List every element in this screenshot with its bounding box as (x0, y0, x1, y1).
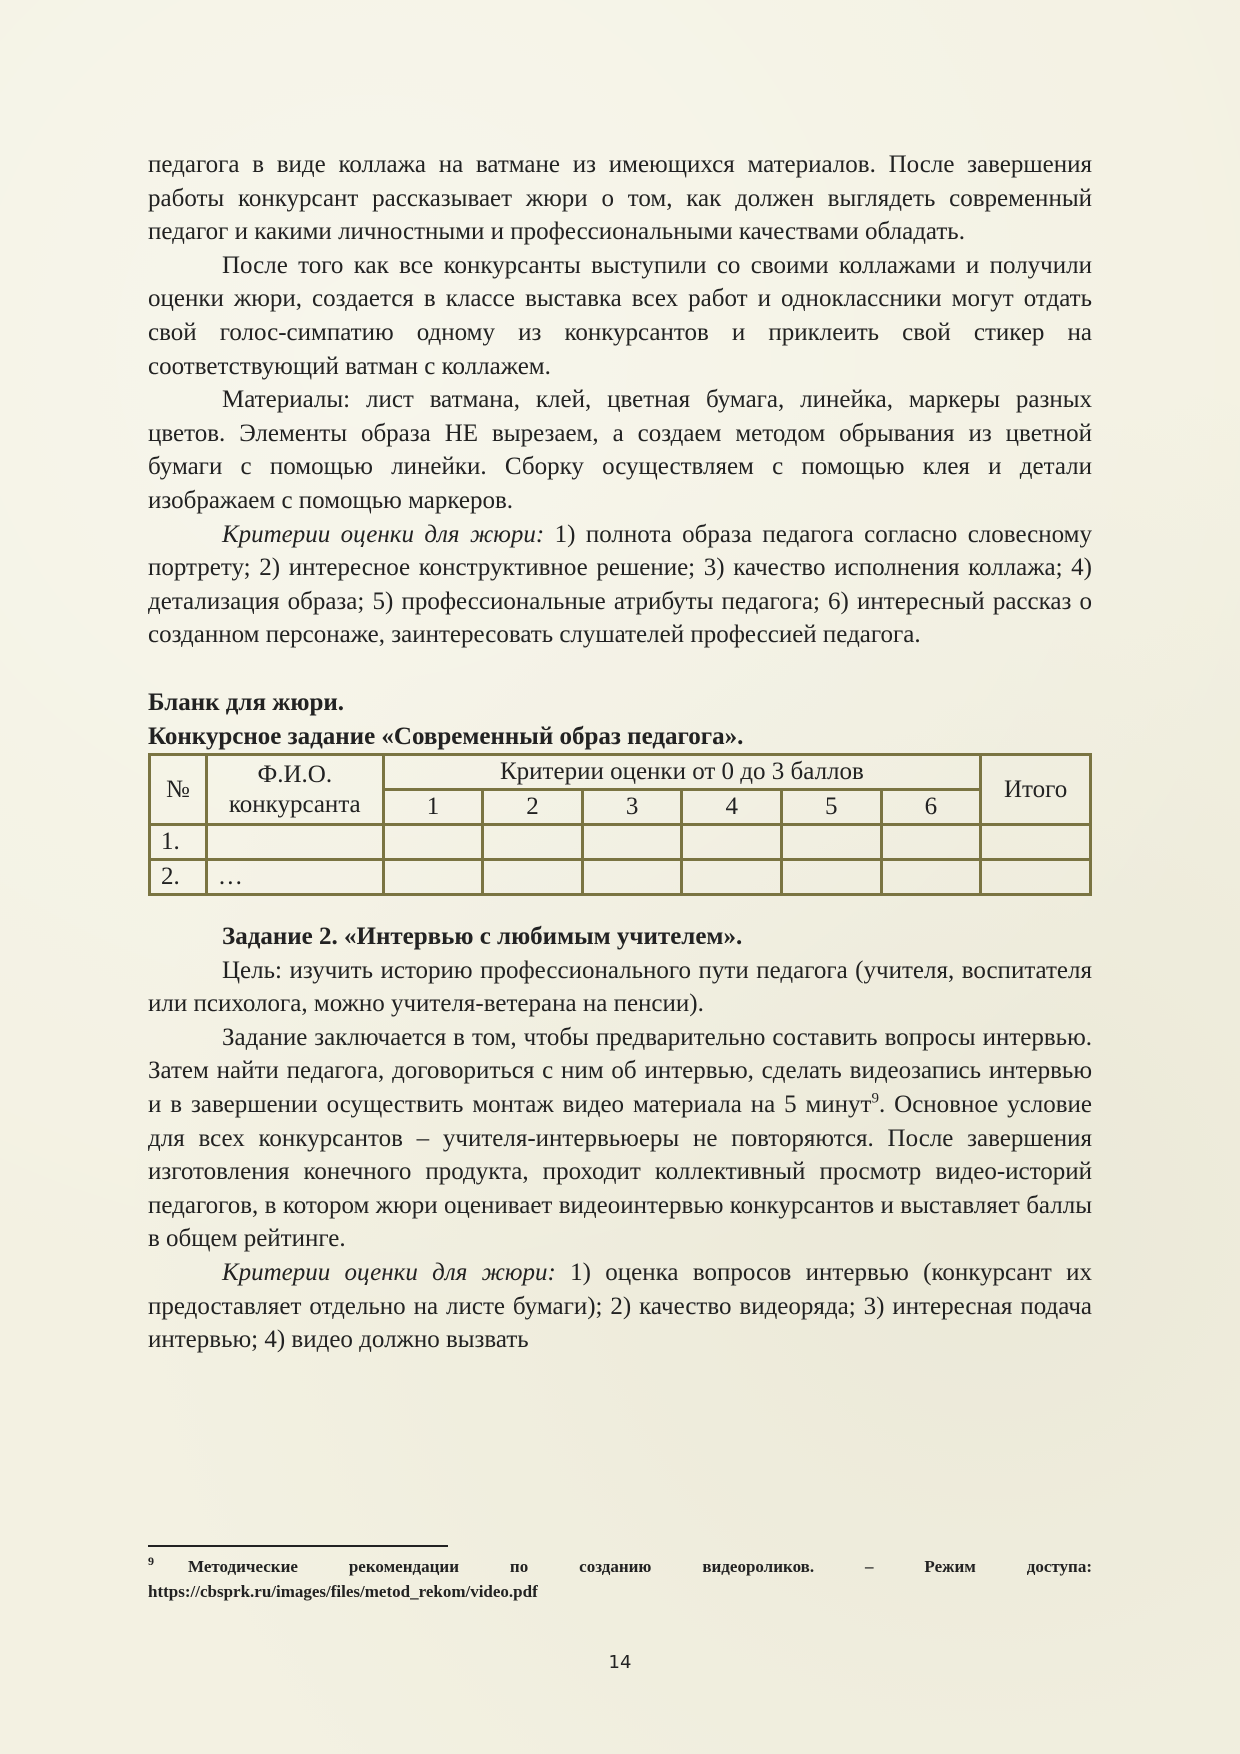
footnote-mark: 9 (148, 1554, 154, 1569)
task2-criteria-label: Критерии оценки для жюри: (222, 1259, 556, 1287)
criterion-number: 4 (682, 790, 782, 825)
row-name: … (206, 860, 383, 895)
table-row (150, 825, 1091, 860)
criterion-number: 1 (383, 790, 483, 825)
score-cell (383, 860, 483, 895)
footnote-url[interactable]: https://cbsprk.ru/images/files/metod_rekom/video.pdf (148, 1582, 538, 1601)
criterion-number: 3 (582, 790, 682, 825)
row-num: 2. (150, 860, 207, 895)
form-title: Бланк для жюри. (148, 688, 345, 716)
paragraph-2: После того как все конкурсанты выступили со своими коллажами и получили оценки жюри, создается в классе выставка всех работ и одноклассники могут отдать свой голос-симпатию одному из конкурсантов и приклеить свой стикер на соответствующий ватман с коллажем. (148, 251, 1092, 380)
score-cell (383, 825, 483, 860)
score-cell (483, 825, 583, 860)
score-cell (881, 825, 981, 860)
criterion-number: 5 (782, 790, 882, 825)
jury-table (148, 753, 1092, 896)
criterion-number: 6 (881, 790, 981, 825)
task2-criteria (148, 1256, 1092, 1357)
paragraph-1: педагога в виде коллажа на ватмане из имеющихся материалов. После завершения работы конкурсант рассказывает жюри о том, как должен выглядеть современный педагог и какими личностными и профессиональными качествами обладать. (148, 151, 1092, 246)
header-num: № (150, 755, 207, 825)
criteria-label: Критерии оценки для жюри: (222, 520, 545, 548)
row-num: 1. (150, 825, 207, 860)
score-cell (782, 825, 882, 860)
task2-desc-part2: . Основное условие для всех конкурсантов – учителя-интервьюеры не повторяются. После завершения изготовления конечного продукта, проходит коллективный просмотр видео-историй педагогов, в котором жюри оценивает видеоинтервью конкурсантов и выставляет баллы в общем рейтинге. (148, 1091, 1093, 1253)
score-cell (682, 860, 782, 895)
header-name-line2: конкурсанта (228, 790, 361, 818)
task2-description (148, 1021, 1092, 1256)
score-cell (582, 860, 682, 895)
score-cell (782, 860, 882, 895)
paragraph-3: Материалы: лист ватмана, клей, цветная бумага, линейка, маркеры разных цветов. Элементы образа НЕ вырезаем, а создаем методом обрывания из цветной бумаги с помощью линейки. Сборку осуществляем с помощью клея и детали изображаем с помощью маркеров. (148, 386, 1092, 514)
criteria-text: 1) полнота образа педагога согласно словесному портрету; 2) интересное конструктивное решение; 3) качество исполнения коллажа; 4) детализация образа; 5) профессиональные атрибуты педагога; 6) интересный рассказ о созданном персонаже, заинтересовать слушателей профессией педагога. (148, 520, 1092, 649)
task2-desc-part1: Задание заключается в том, чтобы предварительно составить вопросы интервью. Затем найти педагога, договориться с ним об интервью, сделать видеозапись интервью и в завершении осуществить монтаж видео материала на 5 минут (148, 1023, 1092, 1119)
table-row (150, 860, 1091, 895)
footnote-text: Методические рекомендации по созданию видеороликов. – Режим доступа: (188, 1557, 1092, 1576)
footnote (148, 1554, 1092, 1604)
score-cell (881, 860, 981, 895)
header-name (206, 755, 383, 825)
score-cell (582, 825, 682, 860)
task2-criteria-text: 1) оценка вопросов интервью (конкурсант их предоставляет отдельно на листе бумаги); 2) качество видеоряда; 3) интересная подача интервью; 4) видео должно вызвать (148, 1259, 1092, 1354)
form-subtitle: Конкурсное задание «Современный образ педагога». (148, 722, 744, 750)
row-name (206, 825, 383, 860)
score-cell (682, 825, 782, 860)
total-cell (981, 825, 1091, 860)
header-name-line1: Ф.И.О. (257, 760, 333, 788)
score-cell (483, 860, 583, 895)
footnote-divider (148, 1545, 448, 1547)
paragraph-4 (148, 518, 1092, 652)
footnote-ref: 9 (871, 1090, 879, 1107)
header-total: Итого (981, 755, 1091, 825)
total-cell (981, 860, 1091, 895)
page-body (148, 148, 1092, 1357)
task2-heading: Задание 2. «Интервью с любимым учителем». (222, 923, 743, 951)
task2-goal: Цель: изучить историю профессионального пути педагога (учителя, воспитателя или психолога, можно учителя-ветерана на пенсии). (148, 956, 1092, 1018)
criterion-number: 2 (483, 790, 583, 825)
page-number: 14 (608, 1652, 632, 1673)
footnote-text-line (148, 1554, 1092, 1579)
header-criteria: Критерии оценки от 0 до 3 баллов (383, 755, 980, 790)
